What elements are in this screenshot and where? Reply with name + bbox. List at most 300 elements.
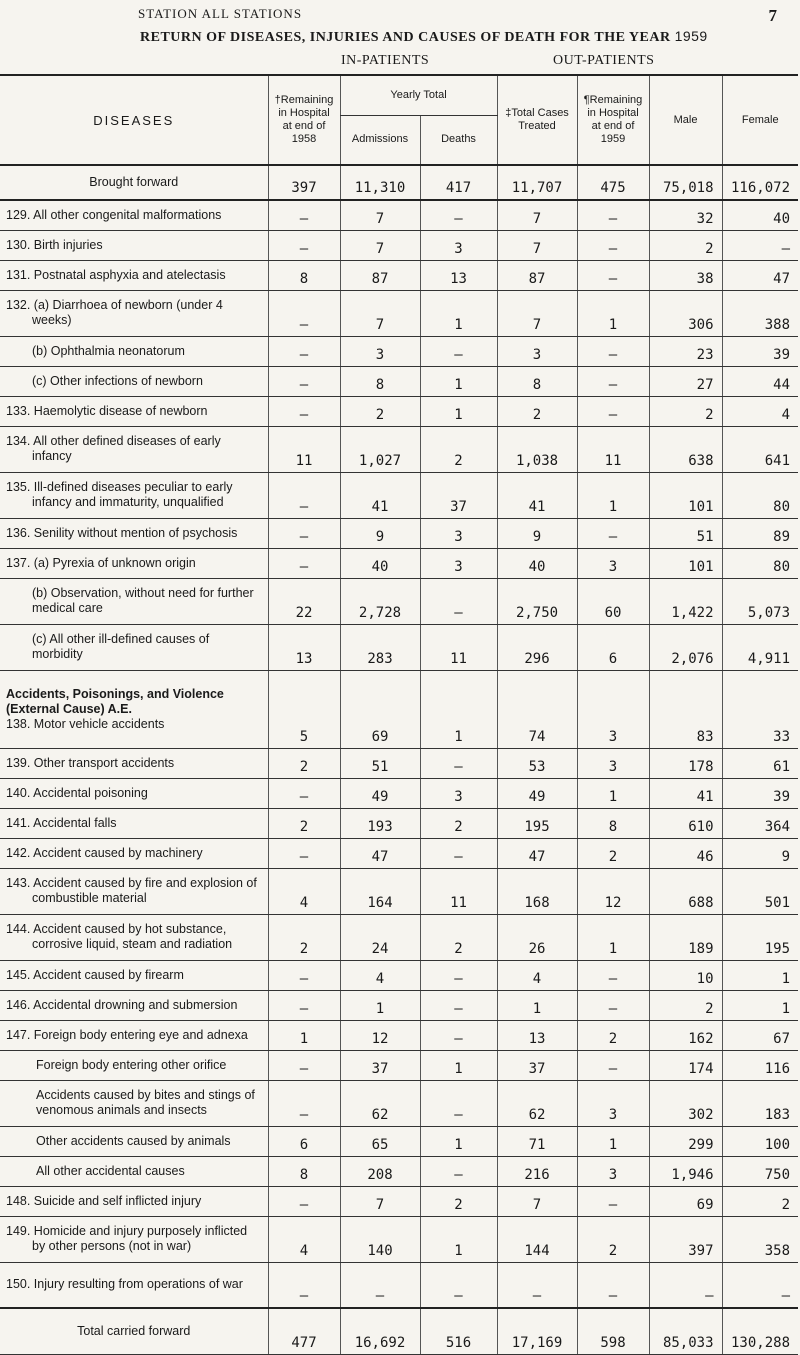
value-cell: 17,169 (497, 1308, 577, 1354)
value-cell: 116 (722, 1050, 798, 1080)
value-cell: 3 (577, 548, 649, 578)
value-cell: – (649, 1262, 722, 1308)
row-label-cell (0, 230, 268, 260)
value-cell: 89 (722, 518, 798, 548)
value-cell: 1,422 (649, 578, 722, 624)
value-cell: 3 (420, 230, 497, 260)
row-label: 136. Senility without mention of psychosis (6, 525, 238, 540)
value-cell: – (268, 472, 340, 518)
row-label: Other accidents caused by animals (36, 1133, 231, 1148)
value-cell: 750 (722, 1156, 798, 1186)
value-cell: – (420, 336, 497, 366)
value-cell: 7 (497, 290, 577, 336)
value-cell: 80 (722, 548, 798, 578)
value-cell: 1 (722, 960, 798, 990)
row-label-cell (0, 914, 268, 960)
value-cell: 195 (497, 808, 577, 838)
row-label-cell (0, 1262, 268, 1308)
value-cell: 39 (722, 336, 798, 366)
value-cell: 87 (340, 260, 420, 290)
value-cell: 5 (268, 670, 340, 748)
value-cell: – (420, 990, 497, 1020)
page-title (140, 28, 780, 46)
table-row (0, 868, 798, 914)
value-cell: 475 (577, 165, 649, 200)
table-row (0, 578, 798, 624)
value-cell: 32 (649, 200, 722, 230)
value-cell: 4 (340, 960, 420, 990)
value-cell: 2,076 (649, 624, 722, 670)
row-label-cell (0, 1308, 268, 1354)
value-cell: 1,946 (649, 1156, 722, 1186)
table-row (0, 670, 798, 748)
value-cell: 1 (420, 396, 497, 426)
row-label: 141. Accidental falls (6, 815, 117, 830)
value-cell: 140 (340, 1216, 420, 1262)
row-label-cell (0, 670, 268, 748)
value-cell: 1 (577, 290, 649, 336)
value-cell: – (420, 960, 497, 990)
value-cell: – (268, 838, 340, 868)
col-deaths: Deaths (420, 115, 497, 165)
value-cell: 2 (577, 1216, 649, 1262)
table-row (0, 1126, 798, 1156)
value-cell: 53 (497, 748, 577, 778)
value-cell: 13 (497, 1020, 577, 1050)
row-label: 148. Suicide and self inflicted injury (6, 1193, 202, 1208)
table-body (0, 165, 798, 1354)
row-label: (c) All other ill-defined causes of morbidity (32, 632, 210, 661)
col-yearly-total: Yearly Total (340, 75, 497, 115)
row-label-cell (0, 1186, 268, 1216)
value-cell: 1 (497, 990, 577, 1020)
value-cell: 9 (497, 518, 577, 548)
row-label-cell (0, 990, 268, 1020)
table-row (0, 1262, 798, 1308)
value-cell: 41 (340, 472, 420, 518)
row-label: Brought forward (89, 175, 179, 189)
value-cell: – (577, 336, 649, 366)
table-row (0, 260, 798, 290)
value-cell: 2 (268, 914, 340, 960)
value-cell: 2 (268, 748, 340, 778)
value-cell: – (268, 336, 340, 366)
value-cell: – (268, 230, 340, 260)
table-row (0, 1156, 798, 1186)
value-cell: 144 (497, 1216, 577, 1262)
value-cell: 49 (497, 778, 577, 808)
row-label: Foreign body entering other orifice (36, 1057, 227, 1072)
table-row (0, 548, 798, 578)
row-label-cell (0, 336, 268, 366)
row-label-cell (0, 1126, 268, 1156)
value-cell: 4 (722, 396, 798, 426)
value-cell: 26 (497, 914, 577, 960)
row-label: 143. Accident caused by fire and explosion of combustible material (6, 876, 257, 905)
value-cell: 83 (649, 670, 722, 748)
row-label-cell (0, 426, 268, 472)
row-label-cell (0, 518, 268, 548)
row-label: 149. Homicide and injury purposely inflicted by other persons (not in war) (6, 1224, 248, 1253)
row-label: 139. Other transport accidents (6, 755, 175, 770)
row-label-cell (0, 838, 268, 868)
value-cell: 40 (497, 548, 577, 578)
value-cell: 47 (340, 838, 420, 868)
value-cell: 162 (649, 1020, 722, 1050)
value-cell: 296 (497, 624, 577, 670)
row-label: 140. Accidental poisoning (6, 785, 148, 800)
value-cell: 477 (268, 1308, 340, 1354)
section-heading: Accidents, Poisonings, and Violence (External Cause) A.E. (6, 686, 224, 716)
station-line (138, 6, 778, 26)
value-cell: 71 (497, 1126, 577, 1156)
value-cell: 22 (268, 578, 340, 624)
value-cell: 3 (420, 778, 497, 808)
value-cell: 8 (497, 366, 577, 396)
value-cell: 4 (497, 960, 577, 990)
value-cell: 610 (649, 808, 722, 838)
row-label-cell (0, 748, 268, 778)
row-label: Total carried forward (77, 1323, 191, 1338)
row-label-cell (0, 1156, 268, 1186)
table-row (0, 165, 798, 200)
value-cell: 3 (577, 670, 649, 748)
value-cell: 47 (722, 260, 798, 290)
value-cell: 641 (722, 426, 798, 472)
value-cell: 2,750 (497, 578, 577, 624)
row-label: 144. Accident caused by hot substance, corrosive liquid, steam and radiation (6, 922, 233, 951)
row-label-cell (0, 200, 268, 230)
value-cell: – (420, 578, 497, 624)
value-cell: 65 (340, 1126, 420, 1156)
value-cell: – (268, 778, 340, 808)
row-label: 130. Birth injuries (6, 237, 103, 252)
value-cell: 3 (577, 748, 649, 778)
title-year: 1959 (674, 28, 708, 44)
value-cell: 8 (577, 808, 649, 838)
row-label-cell (0, 548, 268, 578)
table-row (0, 1216, 798, 1262)
value-cell: – (268, 518, 340, 548)
value-cell: 24 (340, 914, 420, 960)
row-label: 135. Ill-defined diseases peculiar to early infancy and immaturity, unqualified (6, 480, 233, 509)
value-cell: – (340, 1262, 420, 1308)
value-cell: 189 (649, 914, 722, 960)
value-cell: – (577, 1262, 649, 1308)
value-cell: 11 (268, 426, 340, 472)
value-cell: 2 (577, 1020, 649, 1050)
value-cell: 1 (420, 1050, 497, 1080)
value-cell: 69 (340, 670, 420, 748)
value-cell: 1 (268, 1020, 340, 1050)
row-label-cell (0, 624, 268, 670)
page-number: 7 (768, 6, 778, 25)
row-label: 138. Motor vehicle accidents (6, 716, 165, 731)
value-cell: 1 (577, 778, 649, 808)
value-cell: 38 (649, 260, 722, 290)
value-cell: – (420, 1156, 497, 1186)
value-cell: 501 (722, 868, 798, 914)
row-label-cell (0, 290, 268, 336)
row-label-cell (0, 396, 268, 426)
value-cell: 11 (420, 624, 497, 670)
row-label: 132. (a) Diarrhoea of newborn (under 4 weeks) (6, 298, 223, 327)
value-cell: 11 (577, 426, 649, 472)
value-cell: 62 (340, 1080, 420, 1126)
value-cell: 178 (649, 748, 722, 778)
row-label: 133. Haemolytic disease of newborn (6, 403, 208, 418)
table-row (0, 518, 798, 548)
value-cell: – (268, 1080, 340, 1126)
value-cell: 388 (722, 290, 798, 336)
value-cell: 101 (649, 548, 722, 578)
value-cell: 2 (420, 808, 497, 838)
value-cell: 2 (420, 1186, 497, 1216)
value-cell: 8 (268, 260, 340, 290)
value-cell: 2 (420, 914, 497, 960)
row-label: All other accidental causes (36, 1163, 185, 1178)
row-label-cell (0, 1216, 268, 1262)
value-cell: 3 (577, 1156, 649, 1186)
value-cell: 37 (420, 472, 497, 518)
value-cell: 1 (420, 366, 497, 396)
value-cell: 12 (577, 868, 649, 914)
row-label-cell (0, 366, 268, 396)
value-cell: 3 (420, 548, 497, 578)
value-cell: 7 (497, 200, 577, 230)
value-cell: 11,707 (497, 165, 577, 200)
row-label-cell (0, 808, 268, 838)
value-cell: 130,288 (722, 1308, 798, 1354)
table-row (0, 366, 798, 396)
value-cell: 40 (340, 548, 420, 578)
value-cell: 3 (420, 518, 497, 548)
value-cell: 598 (577, 1308, 649, 1354)
value-cell: – (577, 960, 649, 990)
value-cell: 183 (722, 1080, 798, 1126)
value-cell: – (577, 1186, 649, 1216)
value-cell: – (268, 960, 340, 990)
value-cell: 417 (420, 165, 497, 200)
row-label: 137. (a) Pyrexia of unknown origin (6, 555, 196, 570)
value-cell: – (268, 548, 340, 578)
table-row (0, 990, 798, 1020)
value-cell: 299 (649, 1126, 722, 1156)
value-cell: 12 (340, 1020, 420, 1050)
table-row (0, 336, 798, 366)
row-label: (c) Other infections of newborn (32, 373, 203, 388)
value-cell: 11 (420, 868, 497, 914)
value-cell: 638 (649, 426, 722, 472)
row-label-cell (0, 1020, 268, 1050)
col-diseases: DISEASES (0, 75, 268, 165)
value-cell: – (577, 200, 649, 230)
table-row (0, 748, 798, 778)
value-cell: 1 (420, 1126, 497, 1156)
value-cell: 283 (340, 624, 420, 670)
value-cell: – (577, 260, 649, 290)
row-label: 150. Injury resulting from operations of war (6, 1277, 243, 1292)
row-label: Accidents caused by bites and stings of venomous animals and insects (36, 1088, 255, 1117)
value-cell: 85,033 (649, 1308, 722, 1354)
value-cell: 3 (497, 336, 577, 366)
value-cell: 3 (577, 1080, 649, 1126)
table-row (0, 838, 798, 868)
value-cell: – (577, 990, 649, 1020)
value-cell: – (420, 1080, 497, 1126)
value-cell: – (577, 396, 649, 426)
row-label-cell (0, 778, 268, 808)
table-row (0, 624, 798, 670)
value-cell: 208 (340, 1156, 420, 1186)
value-cell: – (420, 748, 497, 778)
value-cell: 168 (497, 868, 577, 914)
row-label: (b) Ophthalmia neonatorum (32, 343, 185, 358)
row-label: 134. All other defined diseases of early infancy (6, 434, 221, 463)
value-cell: 16,692 (340, 1308, 420, 1354)
value-cell: 2 (340, 396, 420, 426)
value-cell: 23 (649, 336, 722, 366)
value-cell: – (722, 230, 798, 260)
row-label: 131. Postnatal asphyxia and atelectasis (6, 267, 226, 282)
col-remaining-start: †Remaining in Hospital at end of 1958 (268, 75, 340, 165)
value-cell: 1 (577, 472, 649, 518)
value-cell: 7 (340, 200, 420, 230)
row-label: (b) Observation, without need for further medical care (32, 586, 254, 615)
value-cell: 7 (340, 1186, 420, 1216)
value-cell: – (268, 366, 340, 396)
value-cell: 2 (268, 808, 340, 838)
row-label-cell (0, 1050, 268, 1080)
row-label: 142. Accident caused by machinery (6, 845, 203, 860)
value-cell: 13 (268, 624, 340, 670)
value-cell: 4 (268, 1216, 340, 1262)
value-cell: 516 (420, 1308, 497, 1354)
row-label: 147. Foreign body entering eye and adnexa (6, 1027, 248, 1042)
value-cell: 1 (340, 990, 420, 1020)
value-cell: – (577, 1050, 649, 1080)
value-cell: 4 (268, 868, 340, 914)
value-cell: – (577, 518, 649, 548)
table-row (0, 1080, 798, 1126)
value-cell: 2 (577, 838, 649, 868)
value-cell: 1,027 (340, 426, 420, 472)
value-cell: 41 (497, 472, 577, 518)
value-cell: 27 (649, 366, 722, 396)
value-cell: 47 (497, 838, 577, 868)
value-cell: 46 (649, 838, 722, 868)
value-cell: 7 (497, 1186, 577, 1216)
value-cell: – (268, 396, 340, 426)
value-cell: 1 (420, 290, 497, 336)
value-cell: – (722, 1262, 798, 1308)
table-row (0, 960, 798, 990)
value-cell: 37 (497, 1050, 577, 1080)
value-cell: 1 (577, 1126, 649, 1156)
value-cell: 1 (722, 990, 798, 1020)
value-cell: 11,310 (340, 165, 420, 200)
value-cell: 37 (340, 1050, 420, 1080)
table-row (0, 808, 798, 838)
value-cell: 6 (577, 624, 649, 670)
value-cell: 302 (649, 1080, 722, 1126)
value-cell: – (420, 1020, 497, 1050)
value-cell: 49 (340, 778, 420, 808)
title-text: RETURN OF DISEASES, INJURIES AND CAUSES OF DEATH FOR THE YEAR (140, 30, 671, 45)
value-cell: 39 (722, 778, 798, 808)
value-cell: 2 (649, 396, 722, 426)
value-cell: 397 (268, 165, 340, 200)
table-row (0, 396, 798, 426)
row-label: 146. Accidental drowning and submersion (6, 997, 238, 1012)
value-cell: 44 (722, 366, 798, 396)
value-cell: 2 (649, 230, 722, 260)
value-cell: 397 (649, 1216, 722, 1262)
value-cell: 7 (497, 230, 577, 260)
value-cell: 5,073 (722, 578, 798, 624)
value-cell: 61 (722, 748, 798, 778)
table-row (0, 1050, 798, 1080)
row-label-cell (0, 472, 268, 518)
value-cell: 62 (497, 1080, 577, 1126)
value-cell: – (268, 290, 340, 336)
table-row (0, 230, 798, 260)
col-female: Female (722, 75, 798, 165)
value-cell: – (577, 366, 649, 396)
value-cell: 10 (649, 960, 722, 990)
row-label-cell (0, 1080, 268, 1126)
value-cell: 7 (340, 290, 420, 336)
value-cell: – (420, 200, 497, 230)
value-cell: 69 (649, 1186, 722, 1216)
table-row (0, 200, 798, 230)
col-remaining-end: ¶Remaining in Hospital at end of 1959 (577, 75, 649, 165)
value-cell: 2 (497, 396, 577, 426)
value-cell: – (268, 200, 340, 230)
value-cell: 6 (268, 1126, 340, 1156)
table-row (0, 1308, 798, 1354)
value-cell: – (420, 1262, 497, 1308)
value-cell: 9 (340, 518, 420, 548)
value-cell: 216 (497, 1156, 577, 1186)
value-cell: 8 (268, 1156, 340, 1186)
row-label-cell (0, 578, 268, 624)
value-cell: 67 (722, 1020, 798, 1050)
table-row (0, 778, 798, 808)
row-label-cell (0, 165, 268, 200)
value-cell: 1 (420, 1216, 497, 1262)
table-row (0, 472, 798, 518)
value-cell: 193 (340, 808, 420, 838)
value-cell: 60 (577, 578, 649, 624)
value-cell: 195 (722, 914, 798, 960)
value-cell: 358 (722, 1216, 798, 1262)
value-cell: 9 (722, 838, 798, 868)
value-cell: 87 (497, 260, 577, 290)
value-cell: 40 (722, 200, 798, 230)
table-row (0, 914, 798, 960)
value-cell: 13 (420, 260, 497, 290)
value-cell: 33 (722, 670, 798, 748)
value-cell: 51 (649, 518, 722, 548)
value-cell: – (420, 838, 497, 868)
col-admissions: Admissions (340, 115, 420, 165)
table-row (0, 290, 798, 336)
table-row (0, 1186, 798, 1216)
value-cell: 75,018 (649, 165, 722, 200)
row-label: 145. Accident caused by firearm (6, 967, 184, 982)
value-cell: 1 (420, 670, 497, 748)
